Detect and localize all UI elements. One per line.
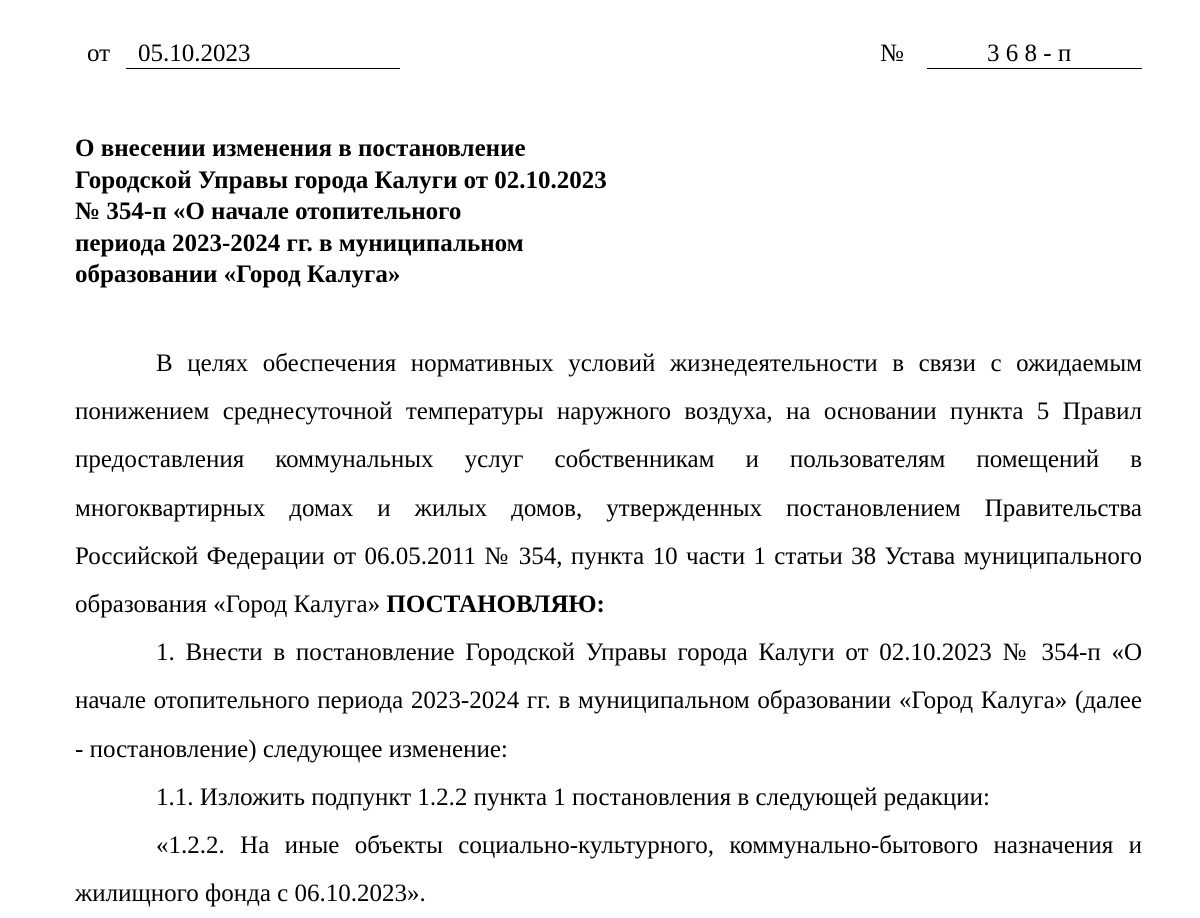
document-header: [0, 36, 1200, 76]
item-1-1-paragraph: 1.1. Изложить подпункт 1.2.2 пункта 1 постановления в следующей редакции:: [156, 783, 990, 811]
title-line: периода 2023-2024 гг. в муниципальном: [75, 229, 524, 257]
title-line: № 354-п «О начале отопительного: [75, 198, 462, 226]
title-line: образовании «Город Калуга»: [75, 261, 401, 289]
number-prefix: №: [880, 40, 904, 67]
document-body: [75, 340, 1142, 918]
preamble-paragraph: [75, 340, 1142, 629]
title-line: Городской Управы города Калуги от 02.10.2023: [75, 166, 607, 194]
title-line: О внесении изменения в постановление: [75, 135, 526, 162]
document-number: 3 6 8 - п: [987, 40, 1072, 67]
document-date: 05.10.2023: [138, 40, 251, 67]
date-prefix: от: [87, 40, 111, 67]
document-title: [75, 133, 715, 291]
item-1-paragraph: 1. Внести в постановление Городской Управы города Калуги от 02.10.2023 № 354-п «О начале отопительного периода 2023-2024 гг. в муниципальном образовании «Город Калуга» (далее - постановление) следующее изменение:: [75, 639, 1142, 763]
item-1-1-quote-paragraph: «1.2.2. На иные объекты социально-культурного, коммунально-бытового назначения и жилищного фонда с 06.10.2023».: [75, 832, 1142, 908]
resolve-word: ПОСТАНОВЛЯЮ:: [386, 591, 605, 619]
preamble-text: В целях обеспечения нормативных условий жизнедеятельности в связи с ожидаемым понижением среднесуточной температуры наружного воздуха, на основании пункта 5 Правил предоставления коммунальных услуг собственникам и пользователям помещений в многоквартирных домах и жилых домов, утвержденных постановлением Правительства Российской Федерации от 06.05.2011 № 354, пункта 10 части 1 статьи 38 Устава муниципального образования «Город Калуга»: [75, 350, 1142, 619]
number-field: [927, 36, 1142, 69]
date-field: [126, 36, 400, 69]
